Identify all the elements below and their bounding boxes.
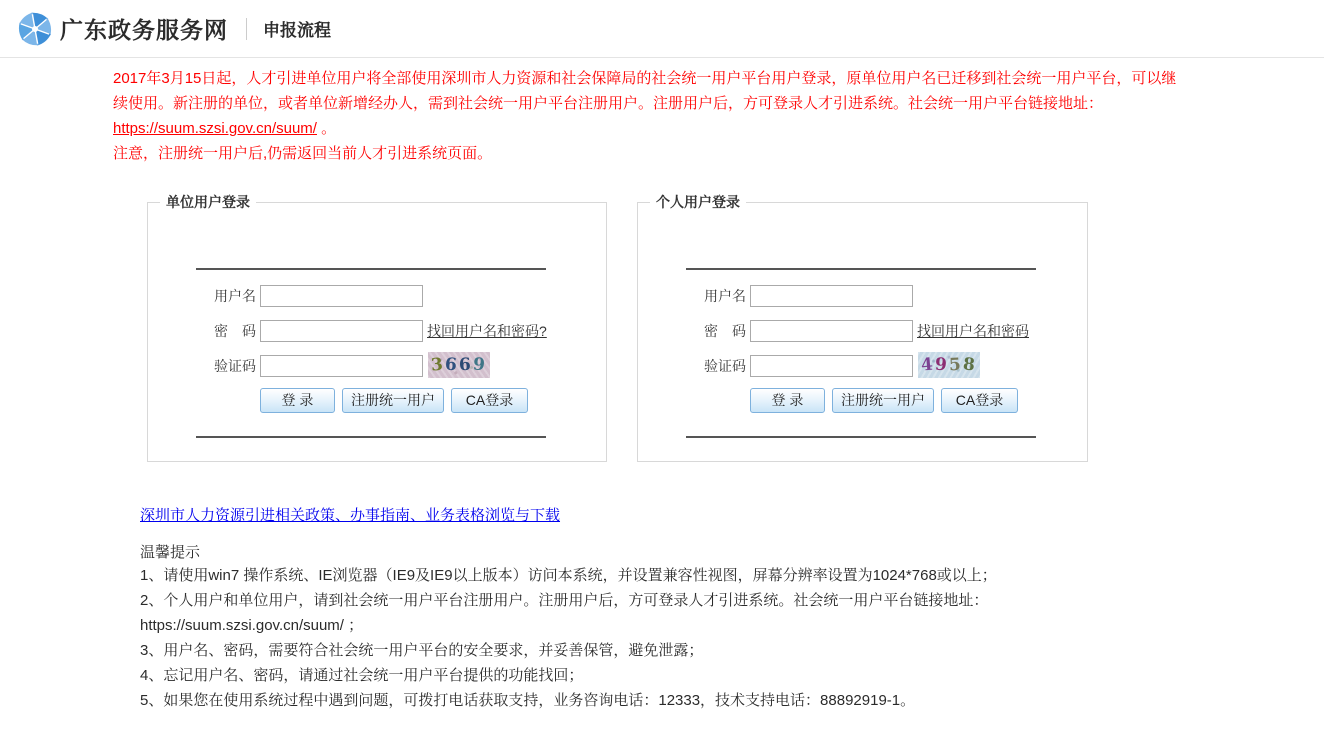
captcha-digit: 4	[920, 354, 937, 376]
tips-list	[140, 563, 997, 713]
username-input[interactable]	[260, 285, 423, 307]
recover-credentials-link[interactable]: 找回用户名和密码?	[427, 323, 547, 339]
captcha-digit: 6	[444, 354, 460, 376]
header	[0, 0, 1324, 58]
captcha-digit: 8	[961, 354, 978, 376]
divider-line	[686, 436, 1036, 438]
login-button[interactable]: 登 录	[260, 388, 335, 413]
tips-item: 3、用户名、密码，需要符合社会统一用户平台的安全要求，并妥善保管，避免泄露；	[140, 642, 704, 659]
unit-login-legend: 单位用户登录	[166, 194, 250, 210]
suum-platform-link[interactable]: https://suum.szsi.gov.cn/suum/	[113, 120, 317, 137]
password-input[interactable]	[260, 320, 423, 342]
personal-login-box	[637, 192, 1088, 462]
divider-line	[686, 268, 1036, 270]
recover-credentials-link[interactable]: 找回用户名和密码	[917, 323, 1029, 339]
captcha-digit: 5	[948, 354, 964, 376]
captcha-label: 验证码	[704, 358, 746, 374]
captcha-digit: 6	[458, 354, 474, 376]
home-logo-link[interactable]	[18, 12, 228, 46]
notice-paragraph	[113, 66, 1176, 166]
captcha-digit: 3	[430, 354, 447, 376]
password-input[interactable]	[750, 320, 913, 342]
notice-link-suffix: 。	[316, 120, 337, 137]
header-divider	[246, 18, 247, 40]
captcha-label: 验证码	[214, 358, 256, 374]
personal-login-legend: 个人用户登录	[656, 194, 740, 210]
register-unified-user-button[interactable]: 注册统一用户	[832, 388, 934, 413]
captcha-input[interactable]	[260, 355, 423, 377]
divider-line	[196, 436, 546, 438]
username-input[interactable]	[750, 285, 913, 307]
captcha-digit: 9	[934, 354, 950, 376]
page-title: 申报流程	[263, 21, 331, 40]
register-unified-user-button[interactable]: 注册统一用户	[342, 388, 444, 413]
tips-item: 1、请使用win7 操作系统、IE浏览器（IE9及IE9以上版本）访问本系统，并设置兼容性视图，屏幕分辨率设置为1024*768或以上；	[140, 567, 997, 584]
pinwheel-logo-icon	[18, 12, 52, 46]
tips-title: 温馨提示	[140, 544, 201, 561]
captcha-digit: 9	[471, 354, 488, 376]
tips-item: https://suum.szsi.gov.cn/suum/ ；	[140, 617, 364, 634]
captcha-input[interactable]	[750, 355, 913, 377]
notice-line	[113, 116, 1176, 141]
divider-line	[196, 268, 546, 270]
username-label: 用户名	[214, 288, 256, 304]
tips-item: 2、个人用户和单位用户，请到社会统一用户平台注册用户。注册用户后，方可登录人才引进系统。社会统一用户平台链接地址：	[140, 592, 989, 609]
tips-item: 5、如果您在使用系统过程中遇到问题，可拨打电话获取支持，业务咨询电话：12333，技术支持电话：88892919-1。	[140, 692, 916, 709]
policy-resources-link[interactable]: 深圳市人力资源引进相关政策、办事指南、业务表格浏览与下载	[140, 507, 561, 524]
password-label: 密 码	[214, 323, 256, 339]
unit-login-box	[147, 192, 607, 462]
notice-line: 2017年3月15日起，人才引进单位用户将全部使用深圳市人力资源和社会保障局的社会统一用户平台用户登录，原单位用户名已迁移到社会统一用户平台，可以继	[113, 70, 1177, 87]
ca-login-button[interactable]: CA登录	[941, 388, 1018, 413]
password-label: 密 码	[704, 323, 746, 339]
captcha-image[interactable]	[428, 352, 490, 378]
notice-warning-line: 注意，注册统一用户后,仍需返回当前人才引进系统页面。	[113, 145, 493, 162]
ca-login-button[interactable]: CA登录	[451, 388, 528, 413]
captcha-image[interactable]	[918, 352, 980, 378]
username-label: 用户名	[704, 288, 746, 304]
brand-title: 广东政务服务网	[60, 17, 228, 43]
notice-line: 续使用。新注册的单位，或者单位新增经办人，需到社会统一用户平台注册用户。注册用户后，方可登录人才引进系统。社会统一用户平台链接地址：	[113, 95, 1104, 112]
login-button[interactable]: 登 录	[750, 388, 825, 413]
tips-item: 4、忘记用户名、密码，请通过社会统一用户平台提供的功能找回；	[140, 667, 584, 684]
